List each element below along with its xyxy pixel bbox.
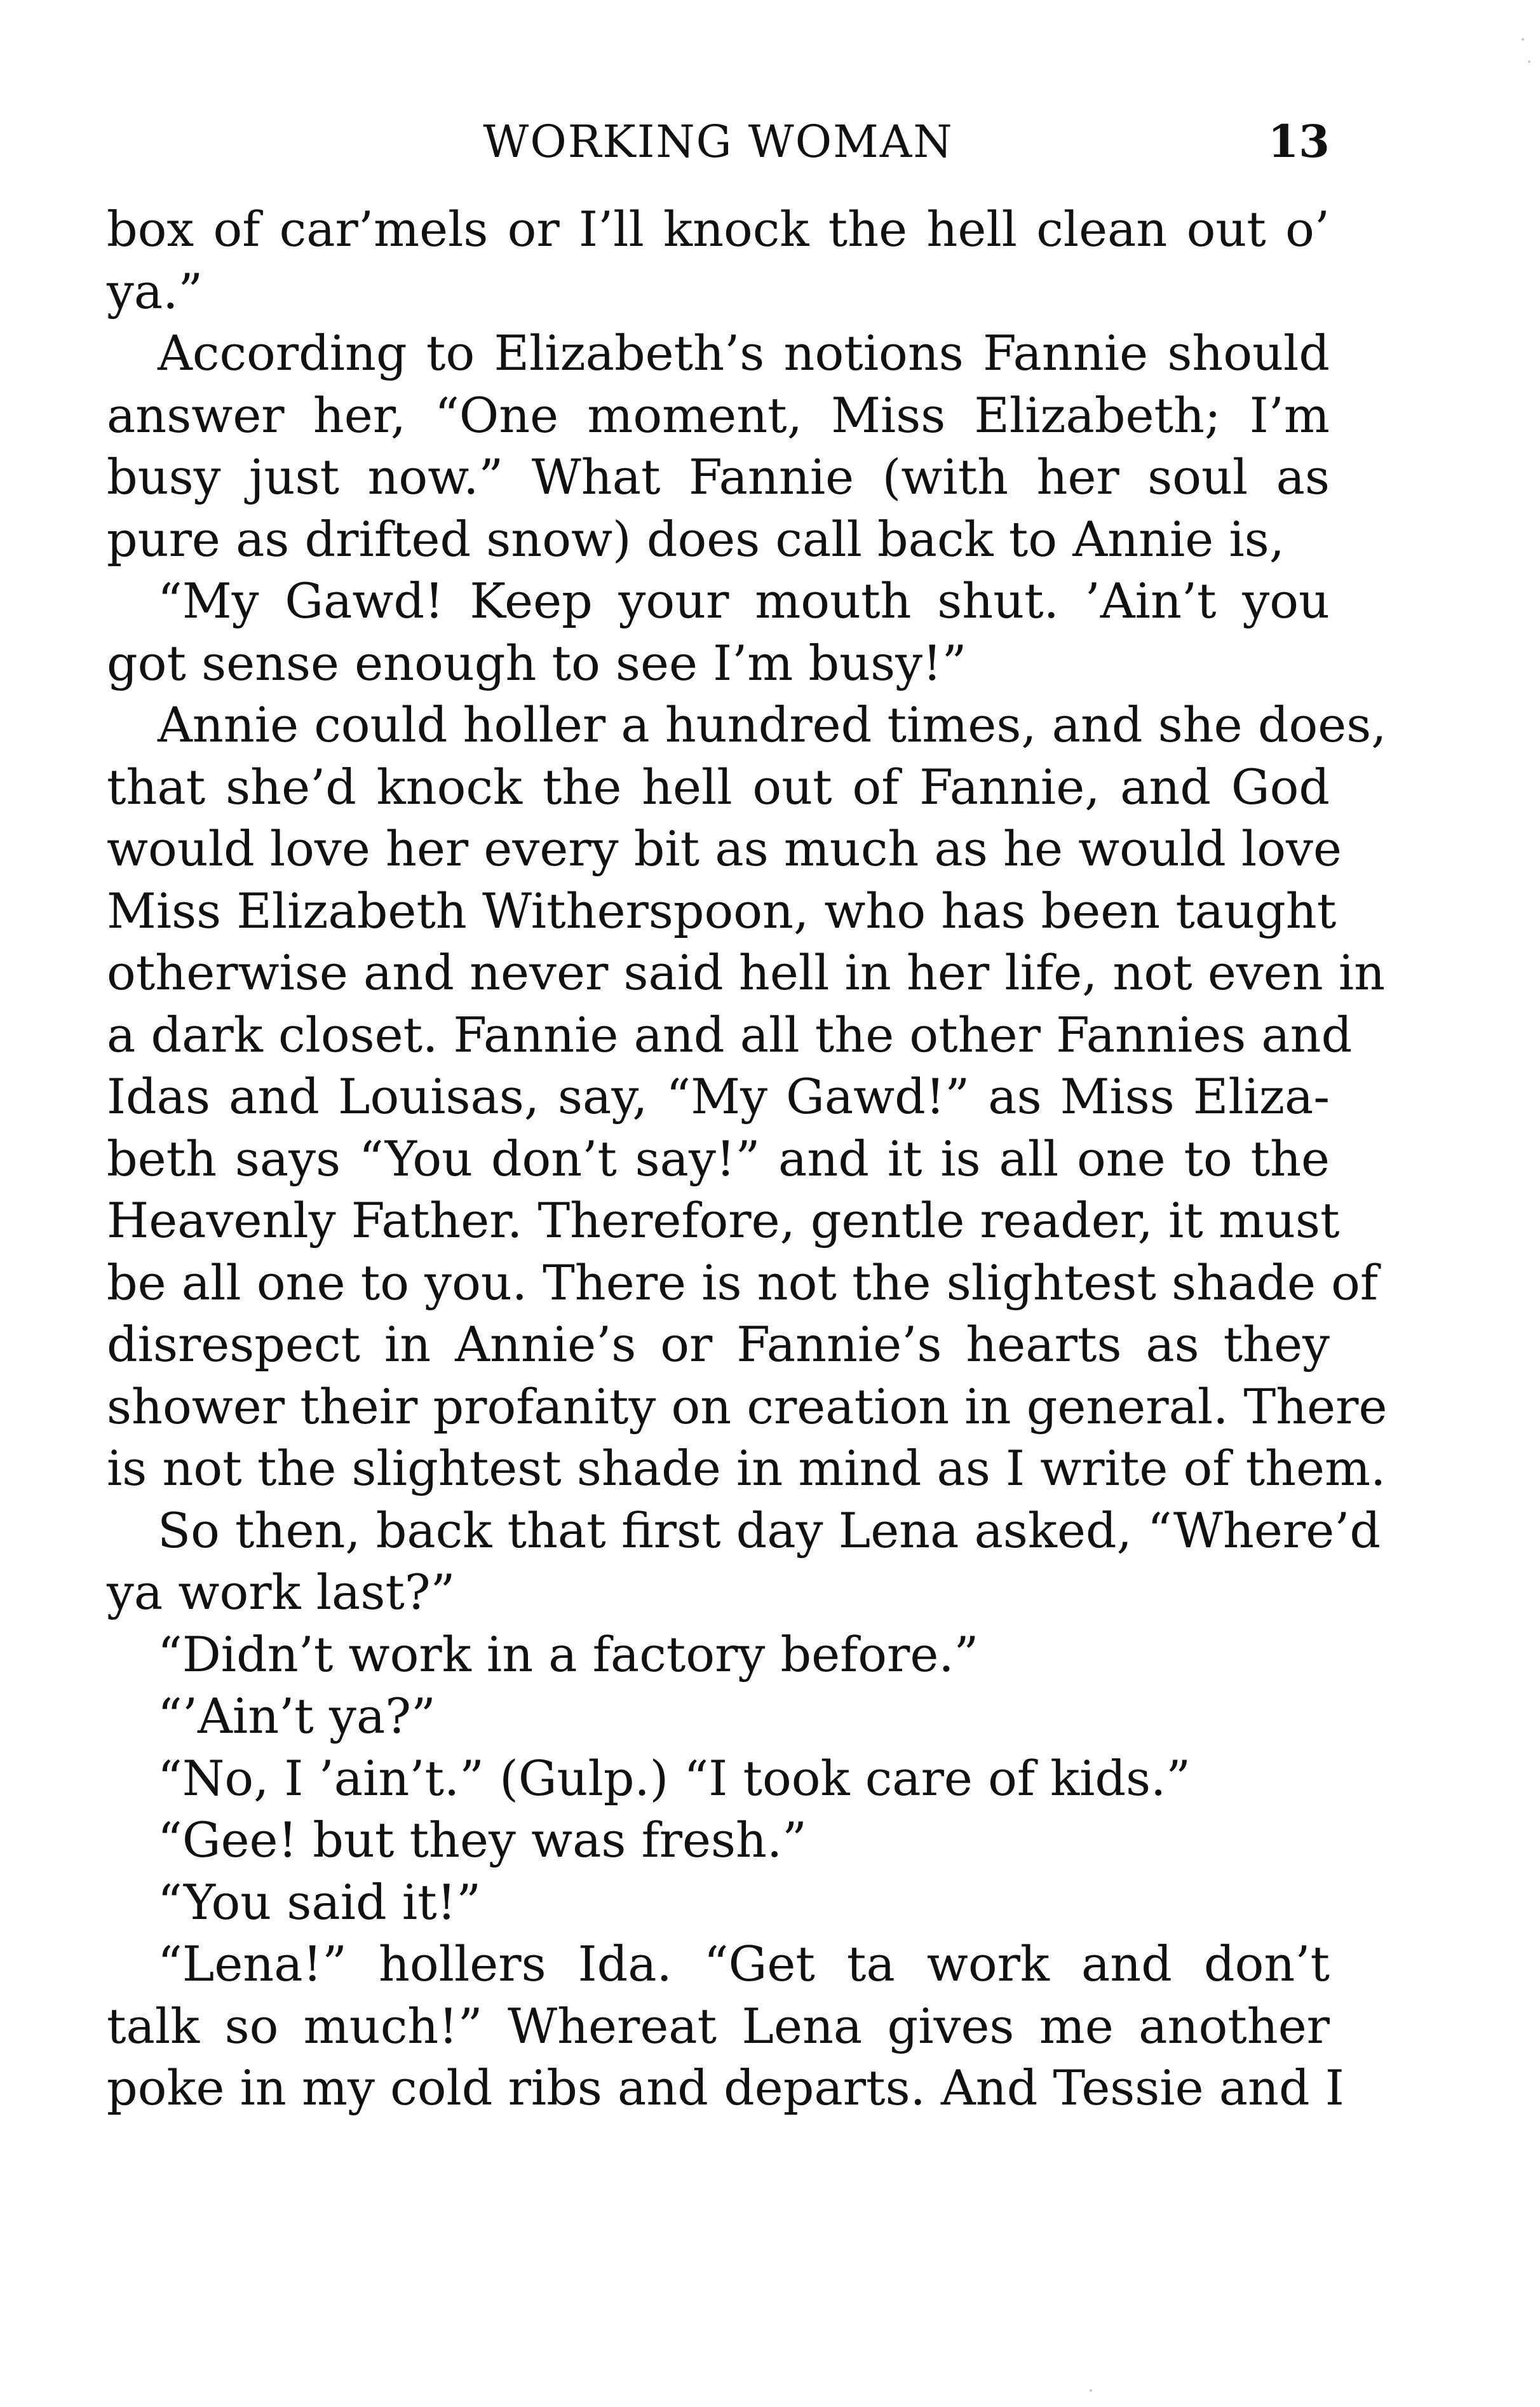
text-line: got sense enough to see I’m busy!” [107, 634, 967, 691]
paper-speck [1528, 60, 1530, 63]
text-line: Miss Elizabeth Witherspoon, who has been taught [107, 882, 1337, 939]
text-line: be all one to you. There is not the slightest shade of [107, 1254, 1379, 1311]
text-line: pure as drifted snow) does call back to Annie is, [107, 510, 1285, 567]
paper-speck [1522, 38, 1524, 41]
text-line: “’Ain’t ya?” [158, 1688, 436, 1744]
text-line: ya work last?” [107, 1564, 456, 1620]
text-line: otherwise and never said hell in her life, not even in [107, 944, 1386, 1001]
text-line: Heavenly Father. Therefore, gentle reader, it must [107, 1192, 1340, 1249]
text-line: shower their profanity on creation in general. There [107, 1378, 1388, 1435]
text-line: According to Elizabeth’s notions Fannie should [158, 325, 1330, 381]
running-head [107, 113, 1330, 170]
text-line: beth says “You don’t say!” and it is all one to the [107, 1130, 1330, 1187]
text-line: poke in my cold ribs and departs. And Tessie and I [107, 2059, 1344, 2116]
paper-speck [1090, 2389, 1092, 2392]
page-number: 13 [1267, 115, 1330, 168]
text-line: talk so much!” Whereat Lena gives me another [107, 1997, 1330, 2054]
text-line: “Didn’t work in a factory before.” [158, 1625, 979, 1683]
text-line: answer her, “One moment, Miss Elizabeth; I’m [107, 386, 1330, 444]
text-line: “Gee! but they was fresh.” [158, 1812, 807, 1868]
text-line: “No, I ’ain’t.” (Gulp.) “I took care of kids.” [158, 1749, 1191, 1807]
text-line: Annie could holler a hundred times, and she does, [158, 696, 1387, 753]
text-line: “Lena!” hollers Ida. “Get ta work and don’t [158, 1936, 1330, 1992]
text-line: would love her every bit as much as he would love [107, 820, 1342, 877]
text-line: is not the slightest shade in mind as I write of them. [107, 1440, 1386, 1496]
text-line: Idas and Louisas, say, “My Gawd!” as Miss Eliza- [107, 1068, 1330, 1125]
running-title: WORKING WOMAN [483, 116, 954, 168]
text-line: “My Gawd! Keep your mouth shut. ’Ain’t you [158, 573, 1330, 629]
text-line: a dark closet. Fannie and all the other Fannies and [107, 1006, 1353, 1063]
text-line: that she’d knock the hell out of Fannie, and God [107, 758, 1330, 815]
text-line: disrespect in Annie’s or Fannie’s hearts as they [107, 1316, 1330, 1373]
text-line: box of car’mels or I’ll knock the hell clean out o’ [107, 201, 1330, 257]
text-line: busy just now.” What Fannie (with her soul as [107, 449, 1330, 505]
text-line: So then, back that first day Lena asked, “Where’d [158, 1502, 1381, 1559]
text-line: “You said it!” [158, 1873, 482, 1930]
body-text [107, 198, 1388, 2119]
text-line: ya.” [107, 262, 203, 320]
